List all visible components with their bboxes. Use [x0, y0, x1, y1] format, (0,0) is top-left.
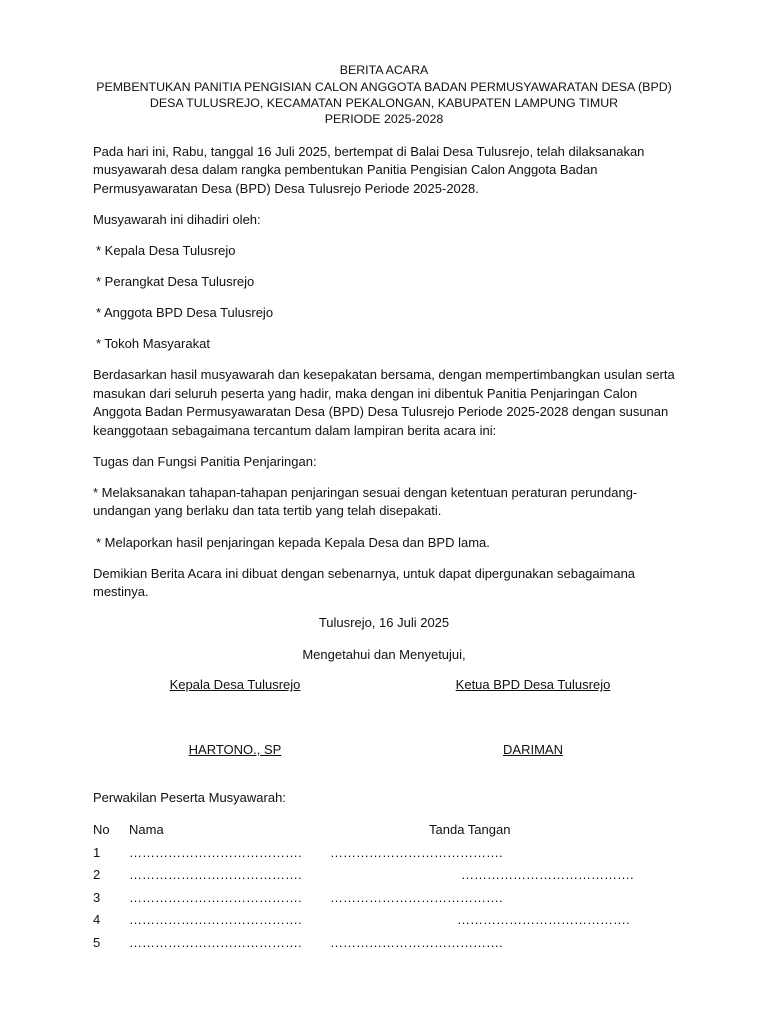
row-signature-blank: ………………………………….: [330, 890, 503, 905]
closing-line: mestinya.: [93, 584, 149, 599]
decision-line: keanggotaan sebagaimana tercantum dalam lampiran berita acara ini:: [93, 423, 497, 438]
approval-text: Mengetahui dan Menyetujui,: [302, 647, 466, 662]
row-signature-blank: ………………………………….: [330, 845, 503, 860]
closing-line: Demikian Berita Acara ini dibuat dengan sebenarnya, untuk dapat dipergunakan sebagaimana: [93, 566, 636, 581]
row-number: 2: [93, 867, 101, 882]
intro-line: Permusyawaratan Desa (BPD) Desa Tulusrejo Periode 2025-2028.: [93, 181, 479, 196]
row-number: 4: [93, 912, 101, 927]
attendee-item: * Perangkat Desa Tulusrejo: [96, 274, 255, 289]
attendees-heading: Musyawarah ini dihadiri oleh:: [93, 212, 261, 227]
row-name-blank: ………………………………….: [129, 867, 302, 882]
attendee-item: * Kepala Desa Tulusrejo: [96, 243, 236, 258]
column-header-no: No: [93, 822, 110, 837]
document-subtitle: PEMBENTUKAN PANITIA PENGISIAN CALON ANGGOTA BADAN PERMUSYAWARATAN DESA (BPD): [96, 80, 672, 94]
attendee-item: * Tokoh Masyarakat: [96, 336, 210, 351]
row-signature-blank: ………………………………….: [330, 935, 503, 950]
row-number: 5: [93, 935, 101, 950]
row-name-blank: ………………………………….: [129, 912, 302, 927]
row-name-blank: ………………………………….: [129, 935, 302, 950]
duties-heading: Tugas dan Fungsi Panitia Penjaringan:: [93, 454, 317, 469]
row-signature-blank: ………………………………….: [457, 912, 630, 927]
duty-item: * Melaksanakan tahapan-tahapan penjaringan sesuai dengan ketentuan peraturan perundang-: [93, 485, 638, 500]
attendee-item: * Anggota BPD Desa Tulusrejo: [96, 305, 274, 320]
decision-line: Berdasarkan hasil musyawarah dan kesepakatan bersama, dengan mempertimbangkan usulan serta: [93, 367, 675, 382]
right-signatory-name: DARIMAN: [503, 742, 563, 757]
row-name-blank: ………………………………….: [129, 845, 302, 860]
document-period: PERIODE 2025-2028: [324, 112, 444, 126]
left-signatory-title: Kepala Desa Tulusrejo: [169, 677, 301, 692]
intro-line: Pada hari ini, Rabu, tanggal 16 Juli 2025, bertempat di Balai Desa Tulusrejo, telah dilaksanakan: [93, 144, 645, 159]
participants-heading: Perwakilan Peserta Musyawarah:: [93, 790, 286, 805]
row-signature-blank: ………………………………….: [461, 867, 634, 882]
left-signatory-name: HARTONO., SP: [188, 742, 282, 757]
duty-item: * Melaporkan hasil penjaringan kepada Kepala Desa dan BPD lama.: [96, 535, 490, 550]
document-title: BERITA ACARA: [339, 63, 429, 77]
duty-item-continued: undangan yang berlaku dan tata tertib yang telah disepakati.: [93, 503, 442, 518]
column-header-name: Nama: [129, 822, 164, 837]
row-number: 3: [93, 890, 101, 905]
intro-line: musyawarah desa dalam rangka pembentukan Panitia Pengisian Calon Anggota Badan: [93, 162, 598, 177]
decision-line: Anggota Badan Permusyawaratan Desa (BPD) Desa Tulusrejo Periode 2025-2028 dengan susunan: [93, 404, 669, 419]
right-signatory-title: Ketua BPD Desa Tulusrejo: [455, 677, 611, 692]
decision-line: masukan dari seluruh peserta yang hadir, maka dengan ini dibentuk Panitia Penjaringan Calon: [93, 386, 638, 401]
column-header-sign: Tanda Tangan: [429, 822, 511, 837]
document-location: DESA TULUSREJO, KECAMATAN PEKALONGAN, KABUPATEN LAMPUNG TIMUR: [149, 96, 619, 110]
row-name-blank: ………………………………….: [129, 890, 302, 905]
place-date: Tulusrejo, 16 Juli 2025: [318, 615, 450, 630]
row-number: 1: [93, 845, 101, 860]
